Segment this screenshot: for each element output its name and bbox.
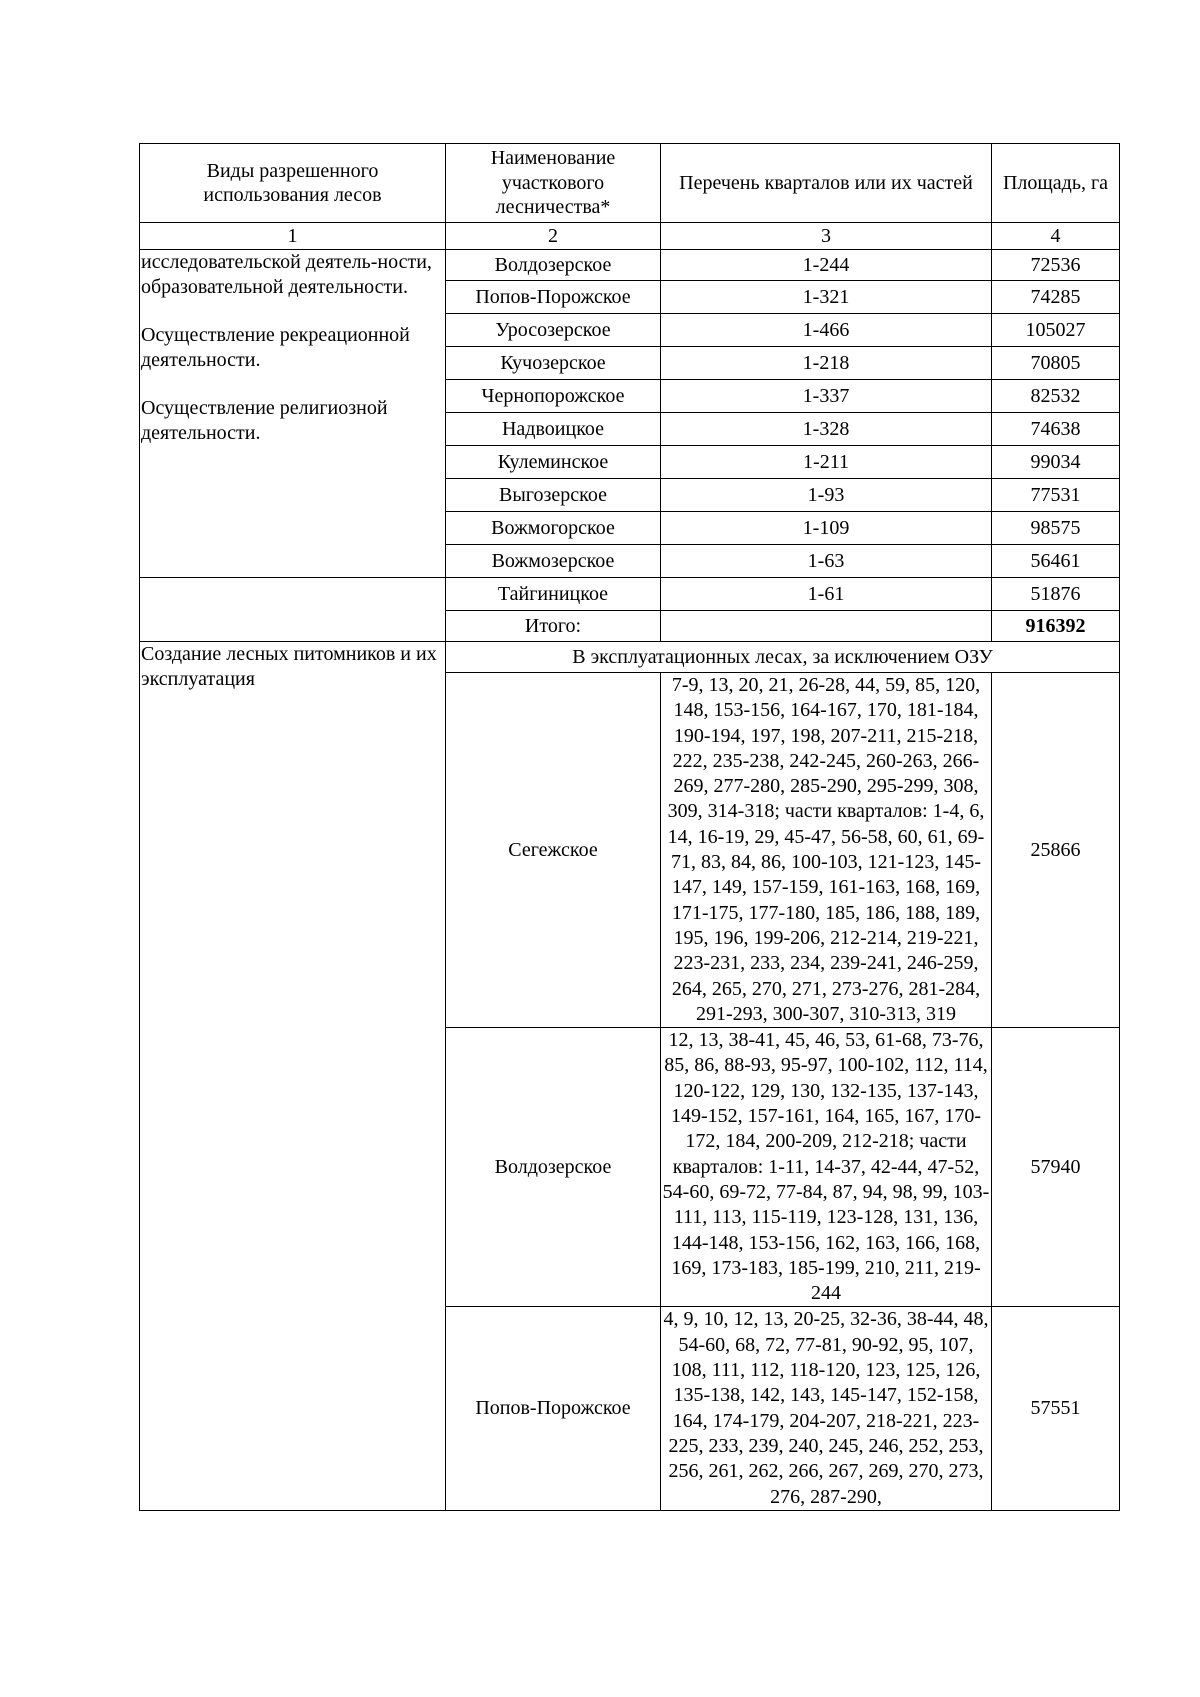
usage-cell-recreation: [140, 250, 446, 578]
header-row: [140, 144, 1120, 223]
forest-usage-table: [139, 143, 1120, 1511]
forestry-name: Кучозерское: [446, 347, 661, 380]
forestry-name: Выгозерское: [446, 479, 661, 512]
quarters: 1-218: [661, 347, 992, 380]
total-label: Итого:: [446, 611, 661, 642]
area-value: 72536: [992, 250, 1120, 281]
usage-paragraph: Осуществление рекреационной деятельности.: [141, 324, 410, 371]
area-value: 99034: [992, 446, 1120, 479]
area-value: 74638: [992, 413, 1120, 446]
area-value: 82532: [992, 380, 1120, 413]
forestry-name: Попов-Порожское: [446, 1307, 661, 1510]
column-number: 1: [140, 223, 446, 250]
area-value: 57940: [992, 1028, 1120, 1307]
area-value: 25866: [992, 673, 1120, 1028]
quarters: 7-9, 13, 20, 21, 26-28, 44, 59, 85, 120, 148, 153-156, 164-167, 170, 181-184, 190-194, 197, 198, 207-211, 215-218, 222, 235-238, 242-245, 260-263, 266-269, 277-280, 285-290, 295-299, 308, 309, 314-318; части кварталов: 1-4, 6, 14, 16-19, 29, 45-47, 56-58, 60, 61, 69-71, 83, 84, 86, 100-103, 121-123, 145-147, 149, 157-159, 161-163, 168, 169, 171-175, 177-180, 185, 186, 188, 189, 195, 196, 199-206, 212-214, 219-221, 223-231, 233, 234, 239-241, 246-259, 264, 265, 270, 271, 273-276, 281-284, 291-293, 300-307, 310-313, 319: [661, 673, 992, 1028]
usage-paragraph: Осуществление религиозной деятельности.: [141, 397, 388, 444]
header-area: Площадь, га: [992, 144, 1120, 223]
area-value: 74285: [992, 281, 1120, 314]
quarters: 1-328: [661, 413, 992, 446]
header-usage-types: Виды разрешенного использования лесов: [140, 144, 446, 223]
area-value: 105027: [992, 314, 1120, 347]
subheader-row: [140, 642, 1120, 673]
subheader-exploitation-forests: В эксплуатационных лесах, за исключением ОЗУ: [446, 642, 1120, 673]
column-number-row: [140, 223, 1120, 250]
forestry-name: Волдозерское: [446, 250, 661, 281]
column-number: 2: [446, 223, 661, 250]
area-value: 56461: [992, 545, 1120, 578]
forestry-name: Надвоицкое: [446, 413, 661, 446]
area-value: 51876: [992, 578, 1120, 611]
quarters: 12, 13, 38-41, 45, 46, 53, 61-68, 73-76, 85, 86, 88-93, 95-97, 100-102, 112, 114, 120-122, 129, 130, 132-135, 137-143, 149-152, 157-161, 164, 165, 167, 170-172, 184, 200-209, 212-218; части кварталов: 1-11, 14-37, 42-44, 47-52, 54-60, 69-72, 77-84, 87, 94, 98, 99, 103-111, 113, 115-119, 123-128, 131, 136, 144-148, 153-156, 162, 163, 166, 168, 169, 173-183, 185-199, 210, 211, 219-244: [661, 1028, 992, 1307]
area-value: 57551: [992, 1307, 1120, 1510]
forestry-name: Чернопорожское: [446, 380, 661, 413]
usage-cell-nurseries: Создание лесных питомников и их эксплуатация: [140, 642, 446, 1511]
forestry-name: Кулеминское: [446, 446, 661, 479]
forestry-name: Попов-Порожское: [446, 281, 661, 314]
quarters: 1-337: [661, 380, 992, 413]
quarters: 1-93: [661, 479, 992, 512]
usage-paragraph: исследовательской деятель-ности, образовательной деятельности.: [141, 251, 432, 298]
area-value: 77531: [992, 479, 1120, 512]
total-value: 916392: [992, 611, 1120, 642]
forestry-name: Уросозерское: [446, 314, 661, 347]
quarters: 1-321: [661, 281, 992, 314]
quarters: 1-109: [661, 512, 992, 545]
table-row: [140, 250, 1120, 281]
area-value: 98575: [992, 512, 1120, 545]
usage-cell-empty: [140, 578, 446, 642]
forestry-name: Волдозерское: [446, 1028, 661, 1307]
quarters: 1-61: [661, 578, 992, 611]
header-quarters-list: Перечень кварталов или их частей: [661, 144, 992, 223]
total-empty-cell: [661, 611, 992, 642]
forestry-name: Тайгиницкое: [446, 578, 661, 611]
quarters: 1-244: [661, 250, 992, 281]
column-number: 4: [992, 223, 1120, 250]
quarters: 1-466: [661, 314, 992, 347]
area-value: 70805: [992, 347, 1120, 380]
header-forestry-name: Наименование участкового лесничества*: [446, 144, 661, 223]
quarters: 1-63: [661, 545, 992, 578]
forestry-name: Вожмогорское: [446, 512, 661, 545]
quarters: 1-211: [661, 446, 992, 479]
quarters: 4, 9, 10, 12, 13, 20-25, 32-36, 38-44, 48, 54-60, 68, 72, 77-81, 90-92, 95, 107, 108, 111, 112, 118-120, 123, 125, 126, 135-138, 142, 143, 145-147, 152-158, 164, 174-179, 204-207, 218-221, 223-225, 233, 239, 240, 245, 246, 252, 253, 256, 261, 262, 266, 267, 269, 270, 273, 276, 287-290,: [661, 1307, 992, 1510]
column-number: 3: [661, 223, 992, 250]
table-row: [140, 578, 1120, 611]
forestry-name: Вожмозерское: [446, 545, 661, 578]
forestry-name: Сегежское: [446, 673, 661, 1028]
